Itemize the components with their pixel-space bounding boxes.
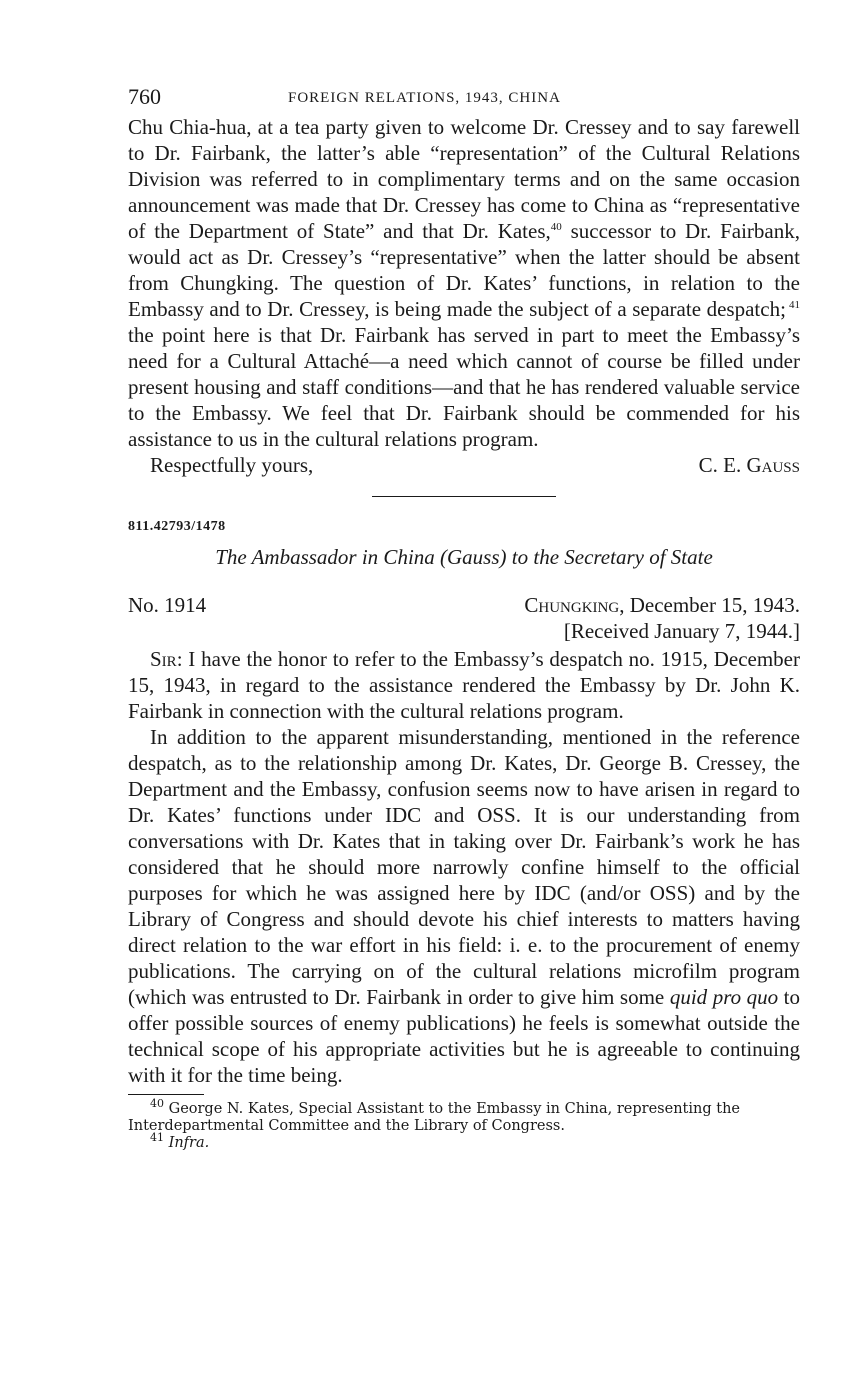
signature: C. E. Gauss — [698, 453, 800, 477]
footnote-number: 41 — [150, 1131, 164, 1145]
footnote-number: 40 — [150, 1097, 164, 1111]
place: Chungking — [524, 593, 620, 617]
page-header — [128, 84, 800, 114]
despatch-body — [128, 646, 800, 1088]
section-divider — [372, 496, 556, 497]
footnote-41 — [128, 1131, 800, 1152]
date: , December 15, 1943. — [619, 593, 800, 617]
salutation: Sir — [150, 647, 177, 671]
paragraph-text: Chu Chia-hua, at a tea party given to welcome Dr. Cressey and to say farewell to Dr. Fairbank, the latter’s able “representation” of the Cultural Relations Division was referred to in complimentary terms and on the same occasion announcement was made that Dr. Cressey has come to China as “representative of the Department of State” and that Dr. Kates, — [128, 115, 800, 243]
despatch-metadata — [128, 592, 800, 646]
footnote-divider — [128, 1094, 204, 1095]
footnote-ref-40: 40 — [550, 221, 562, 233]
paragraph-text: the point here is that Dr. Fairbank has served in part to meet the Embassy’s need for a Cultural Attaché—a need which cannot of course be filled under present housing and staff conditions—and that he has rendered valuable service to the Embassy. We feel that Dr. Fairbank should be commended for his assistance to us in the cultural relations program. — [128, 323, 800, 451]
page-number: 760 — [128, 84, 161, 109]
footnote-40 — [128, 1097, 800, 1135]
footnote-text: Infra. — [164, 1135, 210, 1151]
footnote-text: George N. Kates, Special Assistant to the Embassy in China, representing the Interdepartmental Committee and the Library of Congress. — [128, 1101, 740, 1134]
paragraph-2 — [128, 724, 800, 1088]
running-title: FOREIGN RELATIONS, 1943, CHINA — [288, 90, 561, 106]
paragraph-text: : I have the honor to refer to the Embassy’s despatch no. 1915, December 15, 1943, in regard to the assistance rendered the Embassy by Dr. John K. Fairbank in connection with the cultural relations program. — [128, 647, 800, 723]
paragraph-text: to offer possible sources of enemy publications) he feels is somewhat outside the technical scope of his appropriate activities but he is agreeable to continuing with it for the time being. — [128, 985, 801, 1087]
footnote-ref-41: 41 — [785, 299, 800, 311]
document-page — [128, 84, 800, 1152]
dateline — [524, 592, 800, 618]
received-date: [Received January 7, 1944.] — [563, 619, 800, 643]
file-number: 811.42793/1478 — [128, 519, 226, 534]
letter-closing — [128, 452, 800, 482]
footnotes — [128, 1097, 800, 1152]
paragraph-1 — [128, 646, 800, 724]
complimentary-close: Respectfully yours, — [150, 453, 314, 477]
paragraph-text: In addition to the apparent misunderstanding, mentioned in the reference despatch, as to the relationship among Dr. Kates, Dr. George B. Cressey, the Department and the Embassy, confusion seems now to have arisen in regard to Dr. Kates’ functions under IDC and OSS. It is our understanding from conversations with Dr. Kates that in taking over Dr. Fairbank’s work he has considered that he should more narrowly confine himself to the official purposes for which he was assigned here by IDC (and/or OSS) and by the Library of Congress and should devote his chief interests to matters having direct relation to the war effort in his field: i. e. to the procurement of enemy publications. The carrying on of the cultural relations microfilm program (which was entrusted to Dr. Fairbank in order to give him some — [128, 725, 800, 1009]
paragraph-text: successor to Dr. Fairbank, would act as Dr. Cressey’s “representative” when the latter should be absent from Chungking. The question of Dr. Kates’ functions, in relation to the Embassy and to Dr. Cressey, is being made the subject of a separate despatch; — [128, 219, 800, 321]
latin-phrase: quid pro quo — [669, 985, 779, 1009]
previous-letter-paragraph — [128, 114, 800, 452]
despatch-number: No. 1914 — [128, 593, 207, 617]
document-title: The Ambassador in China (Gauss) to the Secretary of State — [215, 545, 713, 569]
previous-letter-body — [128, 114, 800, 452]
